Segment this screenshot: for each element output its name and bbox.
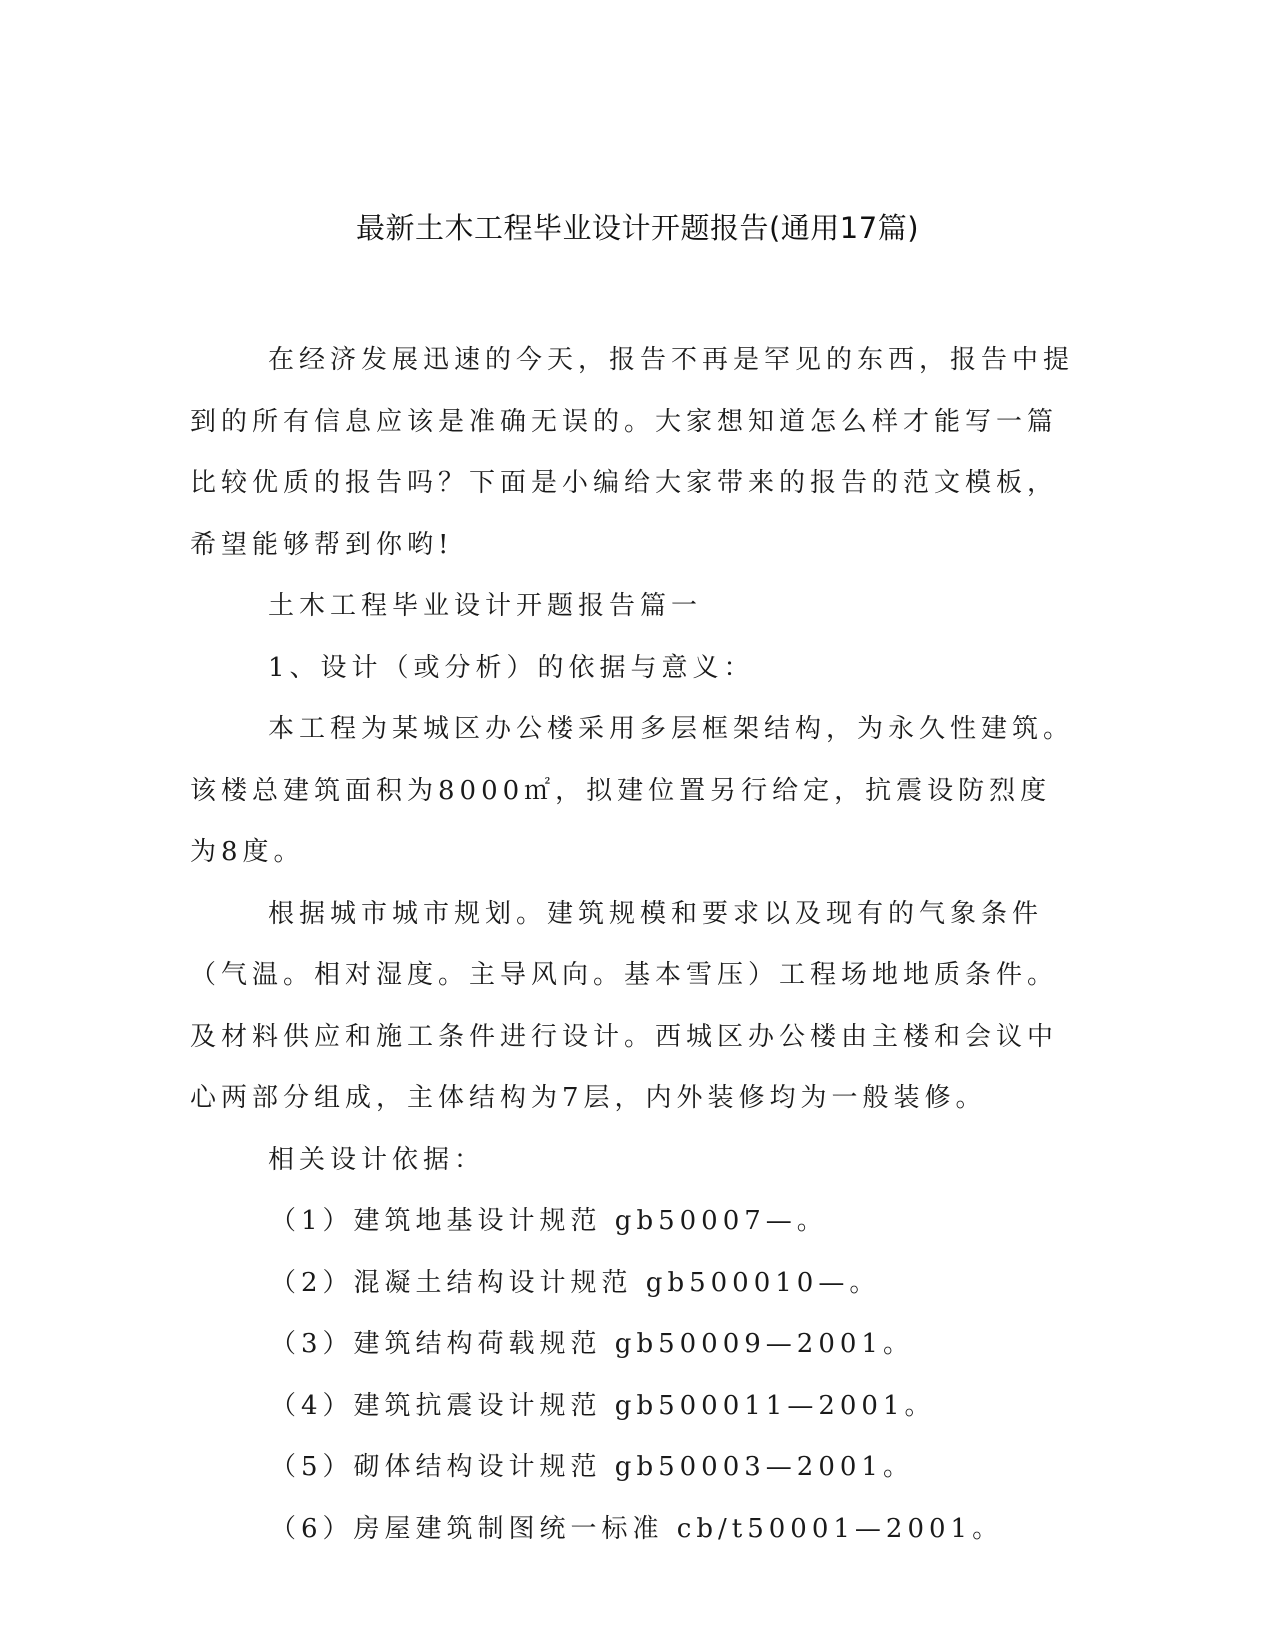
subheading-design-basis: 1、设计（或分析）的依据与意义： [268, 652, 755, 683]
section-heading: 土木工程毕业设计开题报告篇一 [268, 591, 703, 621]
list-item: （1）建筑地基设计规范 gb50007—。 [270, 1206, 828, 1236]
list-item: （4）建筑抗震设计规范 gb500011—2001。 [270, 1390, 936, 1421]
basis-heading: 相关设计依据： [268, 1144, 486, 1175]
list-item: （6）房屋建筑制图统一标准 cb/t50001—2001。 [270, 1513, 1004, 1544]
document-body [190, 330, 1080, 1560]
list-item: （5）砌体结构设计规范 gb50003—2001。 [270, 1452, 914, 1482]
intro-paragraph: 在经济发展迅速的今天，报告不再是罕见的东西，报告中提到的所有信息应该是准确无误的。大家想知道怎么样才能写一篇比较优质的报告吗？下面是小编给大家带来的报告的范文模板，希望能够帮到你哟! [190, 345, 1075, 560]
list-item: （2）混凝土结构设计规范 gb500010—。 [270, 1267, 881, 1298]
design-conditions-paragraph: 根据城市城市规划。建筑规模和要求以及现有的气象条件（气温。相对湿度。主导风向。基本雪压）工程场地地质条件。及材料供应和施工条件进行设计。西城区办公楼由主楼和会议中心两部分组成，主体结构为7层，内外装修均为一般装修。 [190, 898, 1059, 1113]
project-overview-paragraph: 本工程为某城区办公楼采用多层框架结构，为永久性建筑。该楼总建筑面积为8000㎡，拟建位置另行给定，抗震设防烈度为8度。 [190, 714, 1075, 867]
list-item: （3）建筑结构荷载规范 gb50009—2001。 [270, 1329, 914, 1359]
document-title: 最新土木工程毕业设计开题报告(通用17篇) [355, 211, 920, 245]
